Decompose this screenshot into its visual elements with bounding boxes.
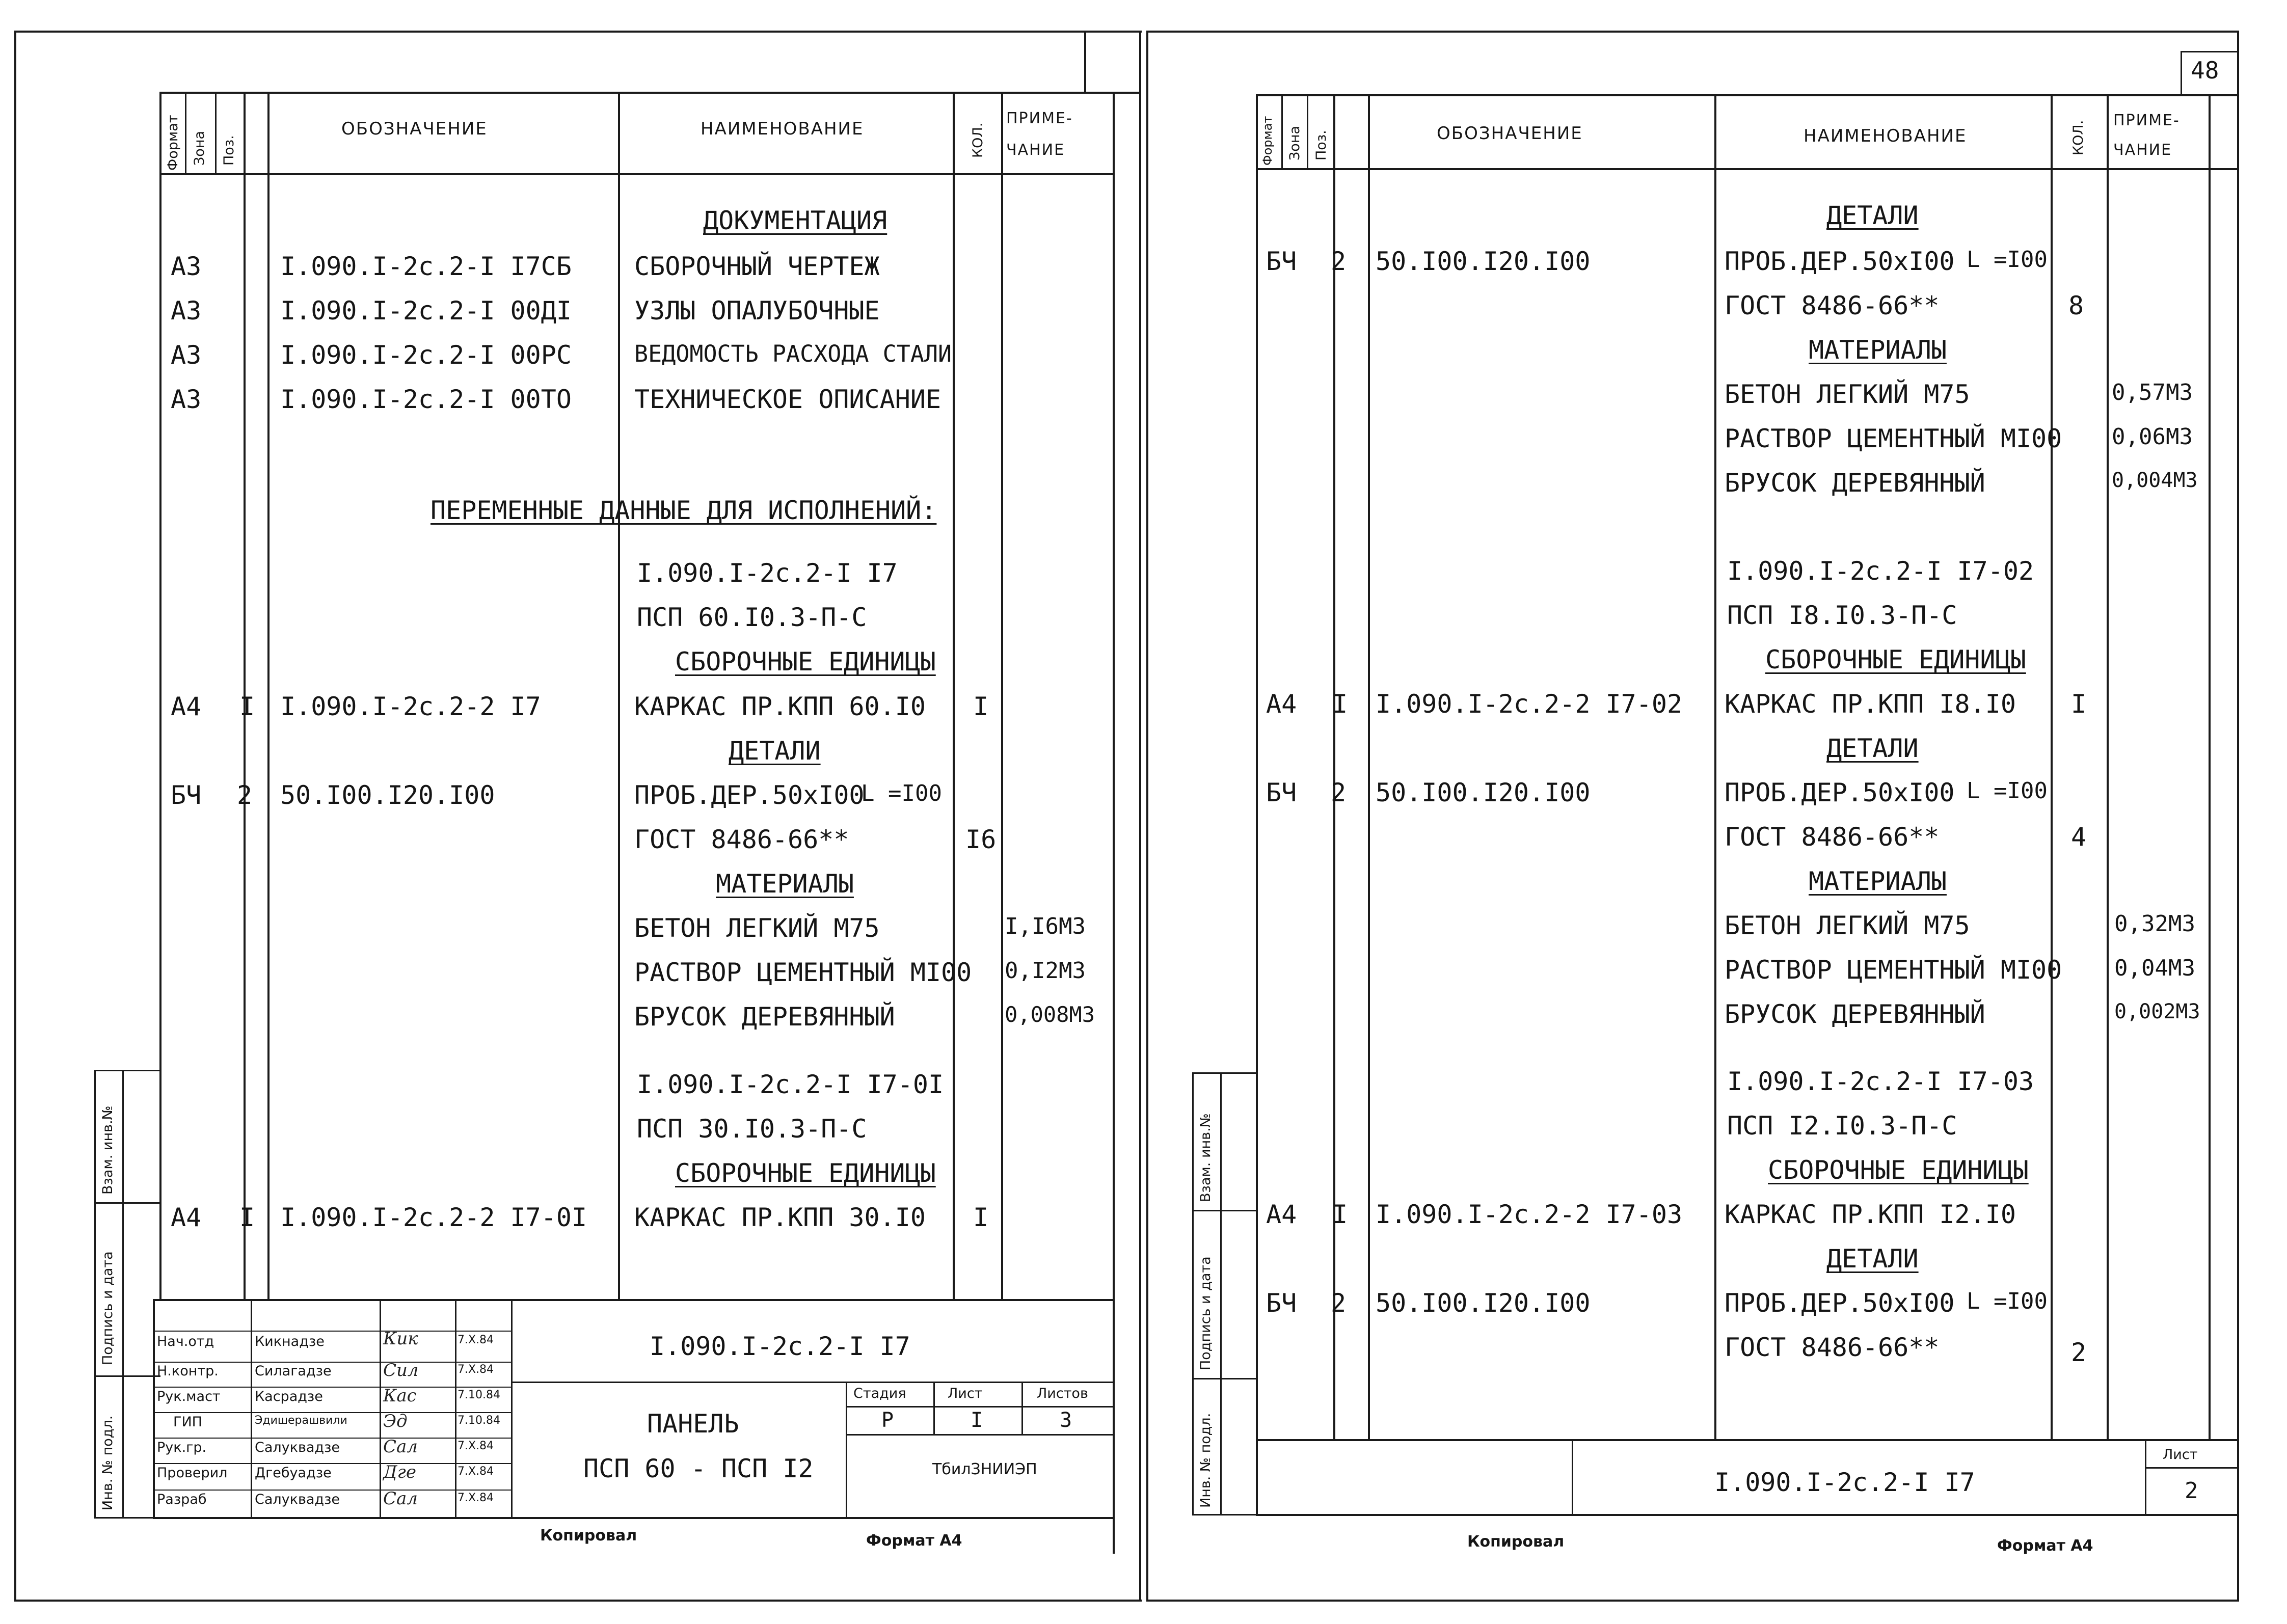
sheets-label: Листов — [1037, 1386, 1088, 1401]
row-name: ПРОБ.ДЕР.50хI00 — [1725, 1288, 1955, 1318]
section-title: МАТЕРИАЛЫ — [1809, 335, 1947, 365]
section-title: СБОРОЧНЫЕ ЕДИНИЦЫ — [675, 647, 936, 676]
row-designation: I.090.I-2с.2-2 I7-03 — [1376, 1200, 1683, 1229]
row-format: БЧ — [1266, 1288, 1297, 1318]
row-format: А4 — [1266, 1200, 1297, 1229]
row-format: А4 — [1266, 689, 1297, 719]
row-note: 0,57М3 — [2112, 380, 2193, 405]
row-designation: I.090.I-2с.2-I 00ДI — [280, 296, 572, 326]
col-designation: ОБОЗНАЧЕНИЕ — [341, 119, 488, 139]
row-zone: 2 — [1331, 778, 1347, 807]
row-zone: I — [239, 1203, 255, 1232]
row-note: 0,002М3 — [2114, 1000, 2200, 1023]
row-designation: I.090.I-2с.2-I 00ТО — [280, 385, 572, 414]
row-designation: I.090.I-2с.2-2 I7-02 — [1376, 689, 1683, 719]
row-format: А3 — [171, 252, 202, 281]
sheet-value: I — [971, 1409, 983, 1432]
tb-date: 7.X.84 — [458, 1440, 494, 1452]
row-name: СБОРОЧНЫЙ ЧЕРТЕЖ — [634, 252, 880, 281]
tb-date: 7.X.84 — [458, 1363, 494, 1376]
row-qty: 8 — [2068, 291, 2084, 320]
row-name: БЕТОН ЛЕГКИЙ М75 — [1725, 380, 1970, 409]
row-format: А3 — [171, 385, 202, 414]
row-designation: 50.I00.I20.I00 — [1376, 247, 1591, 276]
section-title: СБОРОЧНЫЕ ЕДИНИЦЫ — [675, 1158, 936, 1188]
row-format: БЧ — [171, 780, 202, 810]
row-designation: I.090.I-2с.2-2 I7-0I — [280, 1203, 587, 1232]
col-pos: Поз. — [221, 135, 237, 166]
row-zone: 2 — [237, 780, 253, 810]
variant-mark: ПСП I8.I0.3-П-С — [1727, 601, 1957, 630]
row-designation: 50.I00.I20.I00 — [1376, 1288, 1591, 1318]
row-length: L =I00 — [861, 780, 942, 806]
section-title: ДЕТАЛИ — [729, 736, 821, 766]
sheet-value: 2 — [2185, 1478, 2198, 1504]
row-name: БРУСОК ДЕРЕВЯННЫЙ — [634, 1002, 895, 1032]
tb-role: Н.контр. — [157, 1363, 219, 1379]
row-qty: 2 — [2071, 1338, 2087, 1367]
variant-code: I.090.I-2с.2-I I7-02 — [1727, 556, 2034, 586]
row-designation: I.090.I-2с.2-I 00РС — [280, 340, 572, 370]
sheet-label: Лист — [948, 1386, 983, 1401]
tb-role: Рук.маст — [157, 1389, 221, 1404]
row-name: ГОСТ 8486-66** — [1725, 822, 1940, 852]
variant-mark: ПСП 30.I0.3-П-С — [637, 1114, 867, 1144]
tb-person: Эдишерашвили — [255, 1414, 347, 1427]
row-qty: I6 — [965, 825, 997, 854]
row-name: ГОСТ 8486-66** — [1725, 1333, 1940, 1362]
stamp-sign-date: Подпись и дата — [100, 1251, 116, 1365]
col-note-1: ПРИМЕ- — [2113, 112, 2180, 129]
signature: Сал — [383, 1488, 418, 1509]
tb-role: Рук.гр. — [157, 1440, 207, 1455]
row-name: РАСТВОР ЦЕМЕНТНЫЙ МI00 — [1725, 424, 2062, 453]
document-code: I.090.I-2с.2-I I7 — [650, 1332, 910, 1361]
variant-code: I.090.I-2с.2-I I7-03 — [1727, 1067, 2034, 1096]
col-note-2: ЧАНИЕ — [2113, 141, 2172, 159]
row-name: КАРКАС ПР.КПП 30.I0 — [634, 1203, 926, 1232]
tb-date: 7.X.84 — [458, 1492, 494, 1504]
row-qty: 4 — [2071, 822, 2087, 852]
row-name: ПРОБ.ДЕР.50хI00 — [634, 780, 865, 810]
row-format: БЧ — [1266, 247, 1297, 276]
col-name: НАИМЕНОВАНИЕ — [701, 119, 864, 139]
col-note-1: ПРИМЕ- — [1006, 110, 1073, 127]
row-qty: I — [973, 1203, 989, 1232]
variant-mark: ПСП I2.I0.3-П-С — [1727, 1111, 1957, 1141]
row-note: 0,04М3 — [2114, 955, 2195, 981]
signature: Сил — [383, 1360, 419, 1381]
row-name: КАРКАС ПР.КПП I8.I0 — [1725, 689, 2016, 719]
row-format: А3 — [171, 296, 202, 326]
row-name: РАСТВОР ЦЕМЕНТНЫЙ МI00 — [634, 958, 972, 987]
tb-role: ГИП — [173, 1414, 202, 1430]
signature: Сал — [383, 1437, 418, 1457]
col-format: Формат — [1260, 116, 1275, 166]
row-name: БРУСОК ДЕРЕВЯННЫЙ — [1725, 999, 1985, 1029]
section-title: ДЕТАЛИ — [1826, 201, 1919, 230]
tb-role: Разраб — [157, 1492, 207, 1507]
row-designation: I.090.I-2с.2-I I7СБ — [280, 252, 572, 281]
row-name: БРУСОК ДЕРЕВЯННЫЙ — [1725, 468, 1985, 498]
col-zone: Зона — [192, 130, 207, 166]
variant-code: I.090.I-2с.2-I I7 — [637, 558, 898, 588]
variant-mark: ПСП 60.I0.3-П-С — [637, 603, 867, 632]
tb-person: Силагадзе — [255, 1363, 332, 1379]
row-length: L =I00 — [1967, 1288, 2048, 1314]
col-format: Формат — [165, 115, 181, 171]
tb-role: Проверил — [157, 1465, 228, 1481]
row-name: ПРОБ.ДЕР.50хI00 — [1725, 247, 1955, 276]
footer-format: Формат А4 — [866, 1532, 962, 1550]
row-note: 0,I2М3 — [1005, 958, 1086, 984]
stamp-inv-vzam: Взам. инв.№ — [100, 1105, 116, 1195]
row-zone: I — [1332, 689, 1348, 719]
stage-label: Стадия — [853, 1386, 906, 1401]
col-note-2: ЧАНИЕ — [1006, 141, 1065, 159]
document-code: I.090.I-2с.2-I I7 — [1714, 1468, 1975, 1497]
row-name: КАРКАС ПР.КПП I2.I0 — [1725, 1200, 2016, 1229]
footer-copied: Копировал — [540, 1527, 637, 1545]
col-designation: ОБОЗНАЧЕНИЕ — [1437, 123, 1583, 144]
section-title: МАТЕРИАЛЫ — [1809, 867, 1947, 896]
col-name: НАИМЕНОВАНИЕ — [1804, 126, 1967, 146]
col-qty: КОЛ. — [970, 122, 986, 158]
section-title: ДЕТАЛИ — [1826, 734, 1919, 763]
section-title: МАТЕРИАЛЫ — [716, 869, 854, 899]
tb-date: 7.X.84 — [458, 1465, 494, 1478]
row-designation: 50.I00.I20.I00 — [1376, 778, 1591, 807]
row-qty: I — [2071, 689, 2087, 719]
signature: Эд — [383, 1411, 408, 1431]
row-zone: I — [239, 692, 255, 721]
row-name: БЕТОН ЛЕГКИЙ М75 — [634, 913, 880, 943]
row-name: ПРОБ.ДЕР.50хI00 — [1725, 778, 1955, 807]
footer-copied: Копировал — [1467, 1533, 1565, 1551]
stage-value: Р — [881, 1409, 894, 1432]
row-zone: 2 — [1331, 247, 1347, 276]
page-number: 48 — [2191, 57, 2219, 84]
tb-person: Касрадзе — [255, 1389, 323, 1404]
row-zone: I — [1332, 1200, 1348, 1229]
organization: ТбилЗНИИЭП — [932, 1460, 1037, 1478]
col-qty: КОЛ. — [2070, 120, 2086, 155]
row-name: БЕТОН ЛЕГКИЙ М75 — [1725, 911, 1970, 940]
row-format: А4 — [171, 1203, 202, 1232]
row-name: РАСТВОР ЦЕМЕНТНЫЙ МI00 — [1725, 955, 2062, 985]
signature: Дге — [383, 1462, 416, 1482]
footer-format: Формат А4 — [1997, 1537, 2093, 1555]
document-title-2: ПСП 60 - ПСП I2 — [583, 1454, 814, 1483]
row-note: 0,004М3 — [2112, 469, 2198, 492]
row-note: 0,32М3 — [2114, 911, 2195, 937]
tb-date: 7.10.84 — [458, 1414, 500, 1427]
tb-date: 7.10.84 — [458, 1389, 500, 1401]
sheets-value: 3 — [1060, 1409, 1072, 1432]
row-designation: 50.I00.I20.I00 — [280, 780, 495, 810]
document-title-1: ПАНЕЛЬ — [647, 1409, 739, 1439]
row-qty: I — [973, 692, 989, 721]
row-name: ГОСТ 8486-66** — [634, 825, 849, 854]
col-zone: Зона — [1287, 125, 1303, 160]
row-note: 0,06М3 — [2112, 424, 2193, 450]
tb-role: Нач.отд — [157, 1334, 214, 1349]
sheet-label: Лист — [2163, 1447, 2198, 1463]
tb-date: 7.X.84 — [458, 1334, 494, 1346]
tb-person: Дгебуадзе — [255, 1465, 332, 1481]
signature: Кас — [383, 1386, 417, 1406]
tb-person: Салуквадзе — [255, 1492, 340, 1507]
row-length: L =I00 — [1967, 247, 2048, 273]
row-name: ТЕХНИЧЕСКОЕ ОПИСАНИЕ — [634, 385, 941, 414]
row-designation: I.090.I-2с.2-2 I7 — [280, 692, 541, 721]
row-name: ВЕДОМОСТЬ РАСХОДА СТАЛИ — [634, 340, 952, 367]
row-format: А3 — [171, 340, 202, 370]
stamp-inv-vzam: Взам. инв.№ — [1198, 1113, 1214, 1202]
tb-person: Кикнадзе — [255, 1334, 325, 1349]
row-name: УЗЛЫ ОПАЛУБОЧНЫЕ — [634, 296, 880, 326]
row-name: КАРКАС ПР.КПП 60.I0 — [634, 692, 926, 721]
tb-person: Салуквадзе — [255, 1440, 340, 1455]
row-note: 0,008М3 — [1005, 1002, 1095, 1027]
row-name: ГОСТ 8486-66** — [1725, 291, 1940, 320]
stamp-sign-date: Подпись и дата — [1198, 1256, 1214, 1370]
col-pos: Поз. — [1313, 130, 1329, 160]
section-title: СБОРОЧНЫЕ ЕДИНИЦЫ — [1768, 1155, 2029, 1185]
row-zone: 2 — [1331, 1288, 1347, 1318]
variant-code: I.090.I-2с.2-I I7-0I — [637, 1070, 944, 1099]
section-title: ДОКУМЕНТАЦИЯ — [703, 206, 887, 235]
row-format: БЧ — [1266, 778, 1297, 807]
section-title: СБОРОЧНЫЕ ЕДИНИЦЫ — [1765, 645, 2026, 674]
stamp-inv-podl: Инв. № подл. — [1198, 1413, 1214, 1508]
row-format: А4 — [171, 692, 202, 721]
section-title: ДЕТАЛИ — [1826, 1244, 1919, 1274]
section-title: ПЕРЕМЕННЫЕ ДАННЫЕ ДЛЯ ИСПОЛНЕНИЙ: — [431, 496, 937, 525]
signature: Кик — [383, 1329, 418, 1349]
stamp-inv-podl: Инв. № подл. — [100, 1415, 116, 1510]
row-length: L =I00 — [1967, 778, 2048, 804]
row-note: I,I6М3 — [1005, 913, 1086, 939]
